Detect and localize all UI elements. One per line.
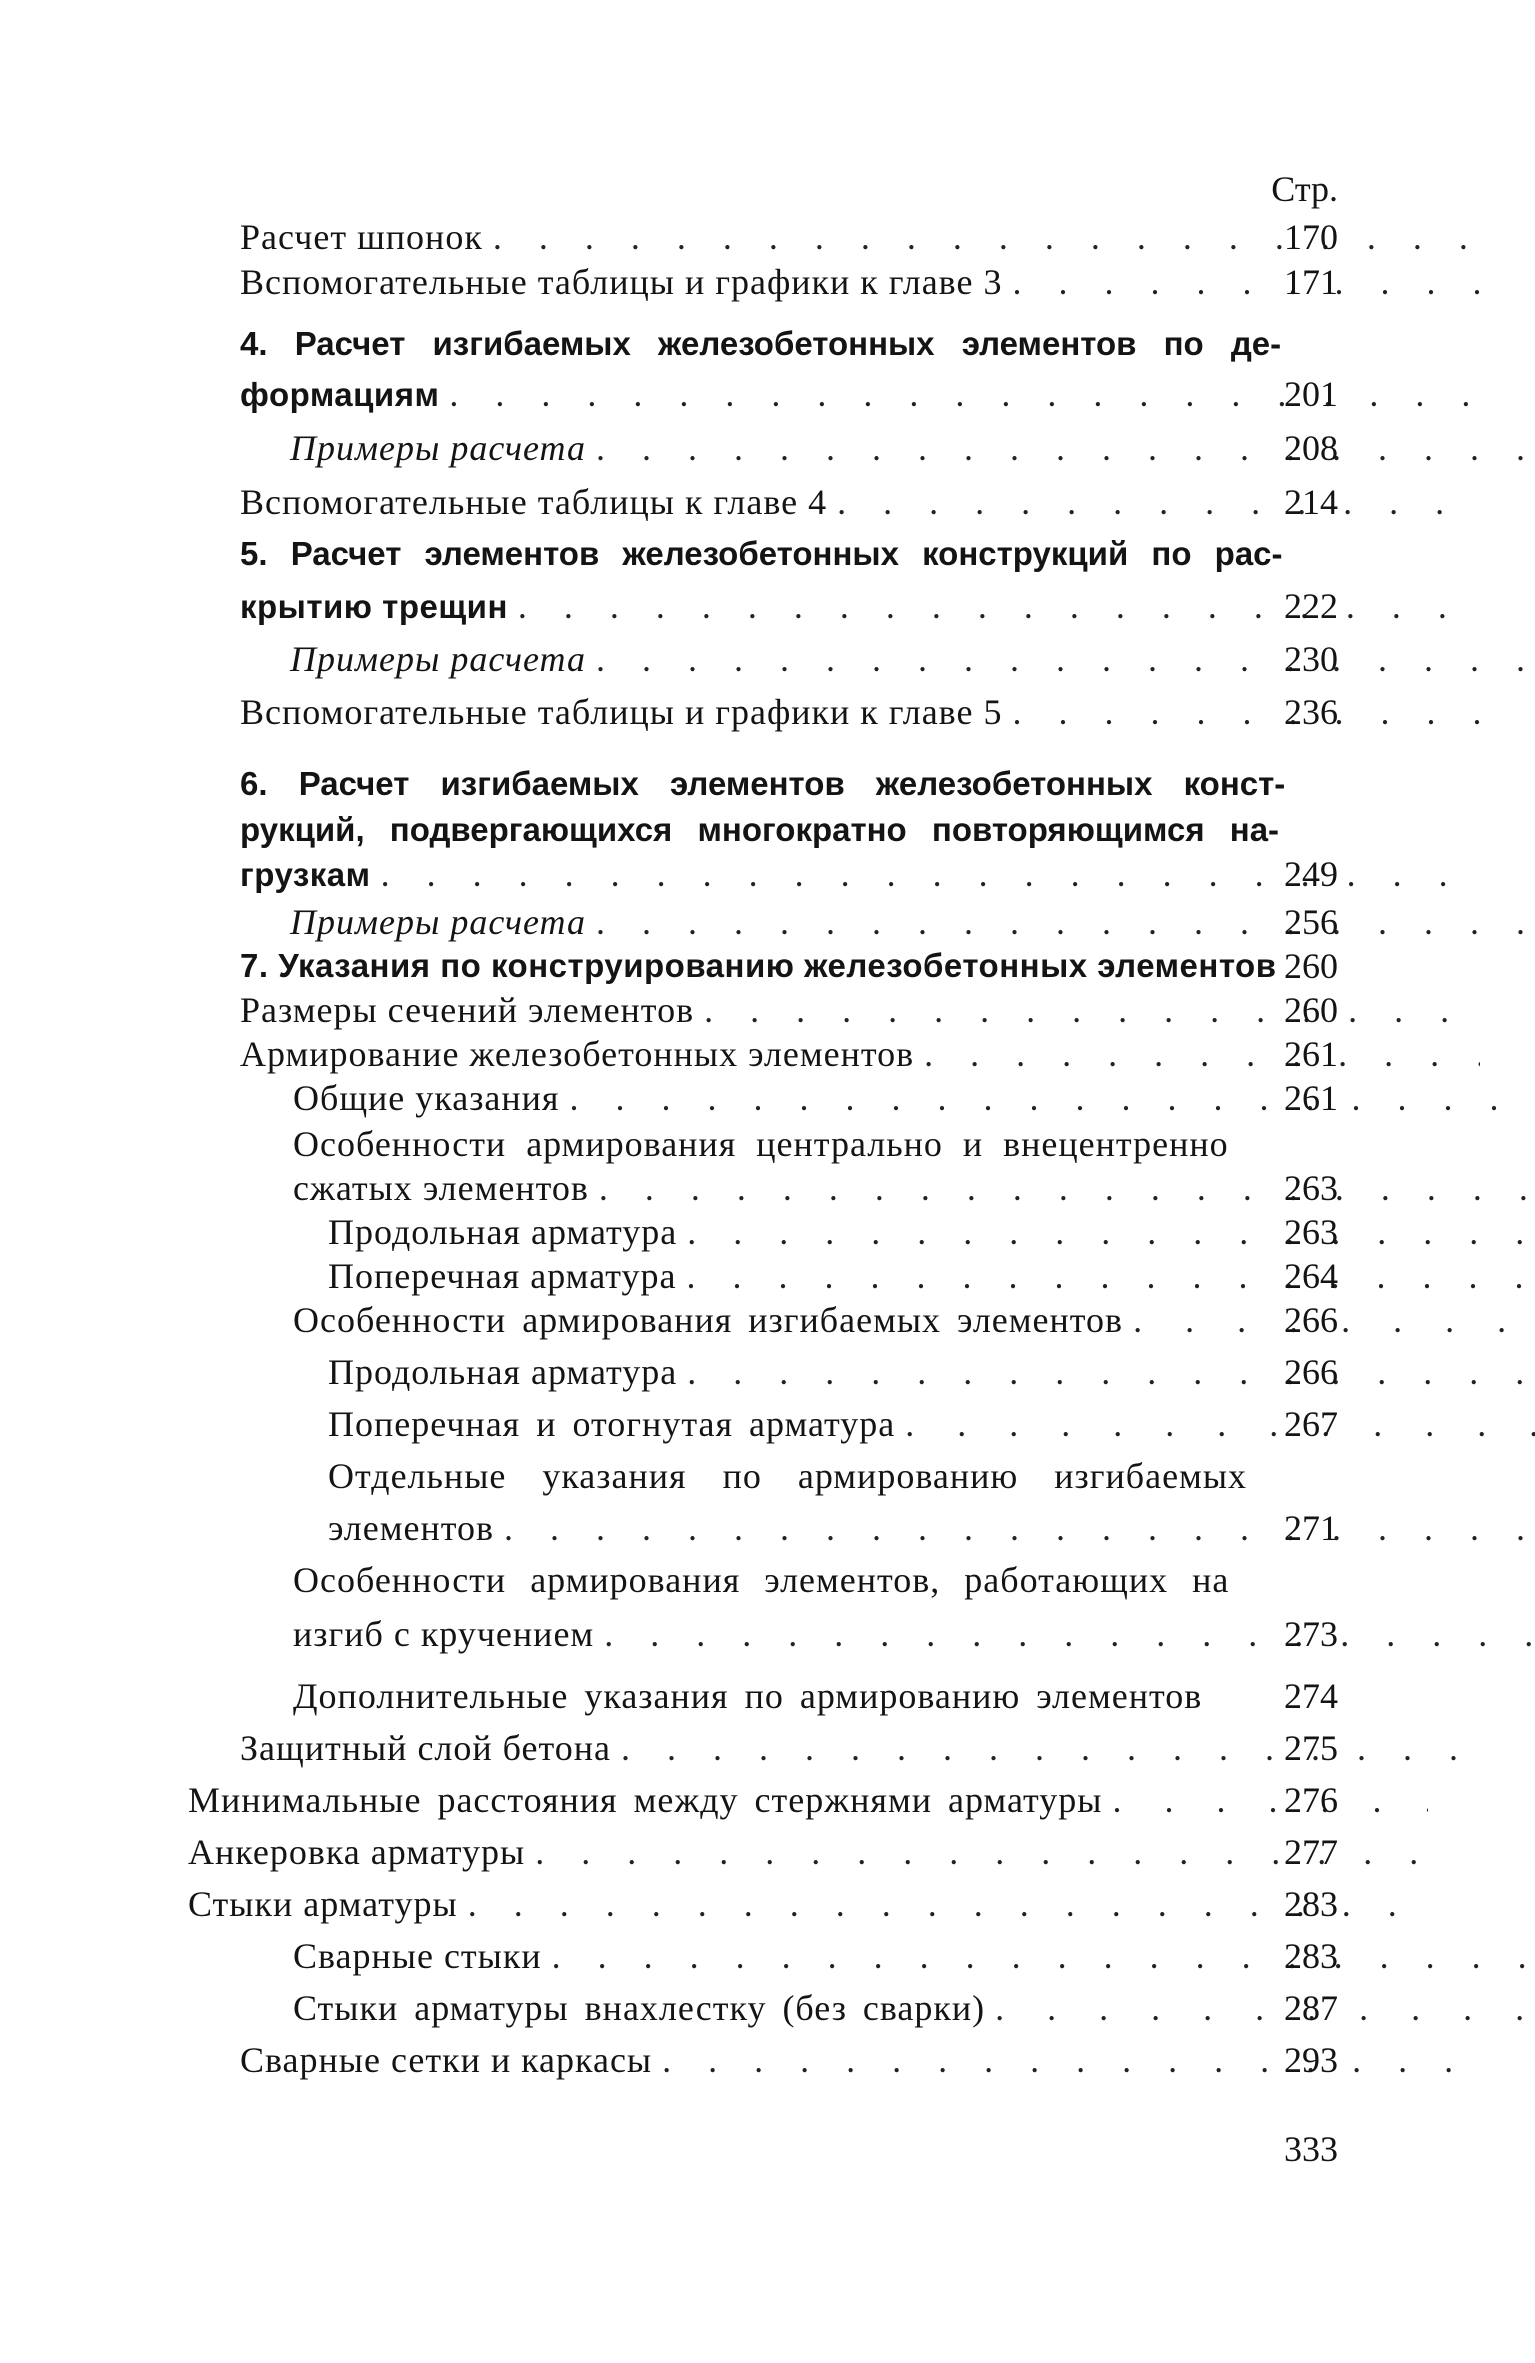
- toc-page-number: 283: [1284, 1936, 1338, 1976]
- leader-dots: [837, 480, 1480, 524]
- toc-page-number: 287: [1284, 1988, 1338, 2028]
- chapter-heading-line: 6. Расчет изгибаемых элементов железобетонных конст-: [240, 765, 1286, 802]
- toc-page-number: 267: [1284, 1404, 1338, 1444]
- toc-entry: крытию трещин . . .: [0, 584, 1480, 629]
- toc-page-number: 273: [1284, 1614, 1338, 1654]
- toc-entry: Дополнительные указания по армированию элементов: [293, 1676, 1203, 1716]
- toc-entry: Расчет шпонок . . .: [0, 215, 1480, 259]
- toc-entry: изгиб с кручением . . .: [0, 1612, 1533, 1656]
- toc-entry: Примеры расчета . . .: [0, 900, 1530, 944]
- leader-dots: [596, 900, 1530, 944]
- toc-entry: Защитный слой бетона . . .: [0, 1726, 1480, 1770]
- toc-page-number: 230: [1284, 639, 1338, 679]
- leader-dots: [596, 426, 1530, 470]
- toc-entry: элементов . . .: [0, 1506, 1535, 1550]
- toc-entry: формациям . . .: [0, 372, 1480, 417]
- leader-dots: [1012, 260, 1480, 304]
- toc-page-number: 271: [1284, 1508, 1338, 1548]
- toc-entry-line: Особенности армирования центрально и внецентренно: [293, 1124, 1229, 1164]
- leader-dots: [599, 1166, 1533, 1210]
- toc-page-number: 263: [1284, 1212, 1338, 1252]
- toc-page-number: 171: [1284, 262, 1338, 302]
- toc-page-number: 256: [1284, 902, 1338, 942]
- toc-page-number: 208: [1284, 428, 1338, 468]
- toc-page-number: 266: [1284, 1300, 1338, 1340]
- leader-dots: [995, 1986, 1533, 2030]
- chapter-heading-line: 5. Расчет элементов железобетонных конструкций по рас-: [240, 535, 1283, 572]
- toc-entry: Продольная арматура . . .: [0, 1350, 1535, 1394]
- toc-entry: 7. Указания по конструированию железобетонных элементов: [240, 947, 1277, 984]
- toc-page-number: 201: [1284, 374, 1338, 414]
- chapter-heading-line: 4. Расчет изгибаемых железобетонных элементов по де-: [240, 325, 1282, 362]
- toc-page-number: 283: [1284, 1884, 1338, 1924]
- toc-entry: Примеры расчета . . .: [0, 637, 1530, 681]
- leader-dots: [552, 1934, 1533, 1978]
- toc-entry: Минимальные расстояния между стержнями арматуры . . .: [0, 1778, 1428, 1822]
- toc-entry: Размеры сечений элементов . . .: [0, 988, 1480, 1032]
- leader-dots: [924, 1032, 1480, 1076]
- leader-dots: [687, 1350, 1535, 1394]
- toc-entry: Стыки арматуры внахлестку (без сварки) . . .: [0, 1986, 1533, 2030]
- leader-dots: [570, 1076, 1534, 1120]
- toc-entry: Продольная арматура . . .: [0, 1210, 1535, 1254]
- toc-entry: грузкам . . .: [0, 852, 1480, 897]
- toc-page-number: 277: [1284, 1832, 1338, 1872]
- leader-dots: [1012, 690, 1480, 734]
- toc-page-number: 260: [1284, 990, 1338, 1030]
- toc-entry: Стыки арматуры . . .: [0, 1882, 1428, 1926]
- toc-page-number: 276: [1284, 1780, 1338, 1820]
- toc-entry: Анкеровка арматуры . . .: [0, 1830, 1428, 1874]
- toc-entry: Поперечная и отогнутая арматура . . .: [0, 1402, 1535, 1446]
- toc-page-number: 275: [1284, 1728, 1338, 1768]
- toc-page-number: 274: [1284, 1676, 1338, 1716]
- leader-dots: [686, 1254, 1535, 1298]
- toc-page-number: 261: [1284, 1034, 1338, 1074]
- toc-entry: Вспомогательные таблицы к главе 4 . . .: [0, 480, 1480, 524]
- leader-dots: [905, 1402, 1535, 1446]
- page-number: 333: [1284, 2129, 1338, 2169]
- leader-dots: [687, 1210, 1535, 1254]
- toc-page-number: 260: [1284, 946, 1338, 986]
- toc-entry: Примеры расчета . . .: [0, 426, 1530, 470]
- toc-entry: сжатых элементов . . .: [0, 1166, 1533, 1210]
- leader-dots: [596, 637, 1530, 681]
- toc-page-number: 293: [1284, 2040, 1338, 2080]
- toc-page-number: 236: [1284, 692, 1338, 732]
- leader-dots: [604, 1612, 1533, 1656]
- toc-entry: Вспомогательные таблицы и графики к главе 3 . . .: [0, 260, 1480, 304]
- toc-page-number: 261: [1284, 1078, 1338, 1118]
- leader-dots: [662, 2038, 1480, 2082]
- leader-dots: [621, 1726, 1480, 1770]
- toc-page-number: 249: [1284, 854, 1338, 894]
- toc-page-number: 264: [1284, 1256, 1338, 1296]
- chapter-heading-line: рукций, подвергающихся многократно повторяющимся на-: [240, 811, 1280, 848]
- toc-entry: Общие указания . . .: [0, 1076, 1533, 1120]
- toc-entry: Сварные сетки и каркасы . . .: [0, 2038, 1480, 2082]
- toc-page-number: 263: [1284, 1168, 1338, 1208]
- toc-entry: Вспомогательные таблицы и графики к главе 5 . . .: [0, 690, 1480, 734]
- page-column-header: Стр.: [1271, 169, 1338, 209]
- toc-page-number: 170: [1284, 217, 1338, 257]
- toc-page-number: 214: [1284, 482, 1338, 522]
- leader-dots: [504, 1506, 1535, 1550]
- toc-entry-line: Отдельные указания по армированию изгибаемых: [328, 1456, 1248, 1496]
- toc-page-number: 222: [1284, 586, 1338, 626]
- toc-entry: Армирование железобетонных элементов . . .: [0, 1032, 1480, 1076]
- toc-entry-line: Особенности армирования элементов, работающих на: [293, 1560, 1230, 1600]
- toc-entry: Сварные стыки . . .: [0, 1934, 1533, 1978]
- toc-entry: Поперечная арматура . . .: [0, 1254, 1535, 1298]
- toc-page-number: 266: [1284, 1352, 1338, 1392]
- leader-dots: [704, 988, 1480, 1032]
- toc-entry: Особенности армирования изгибаемых элементов . . .: [0, 1298, 1533, 1342]
